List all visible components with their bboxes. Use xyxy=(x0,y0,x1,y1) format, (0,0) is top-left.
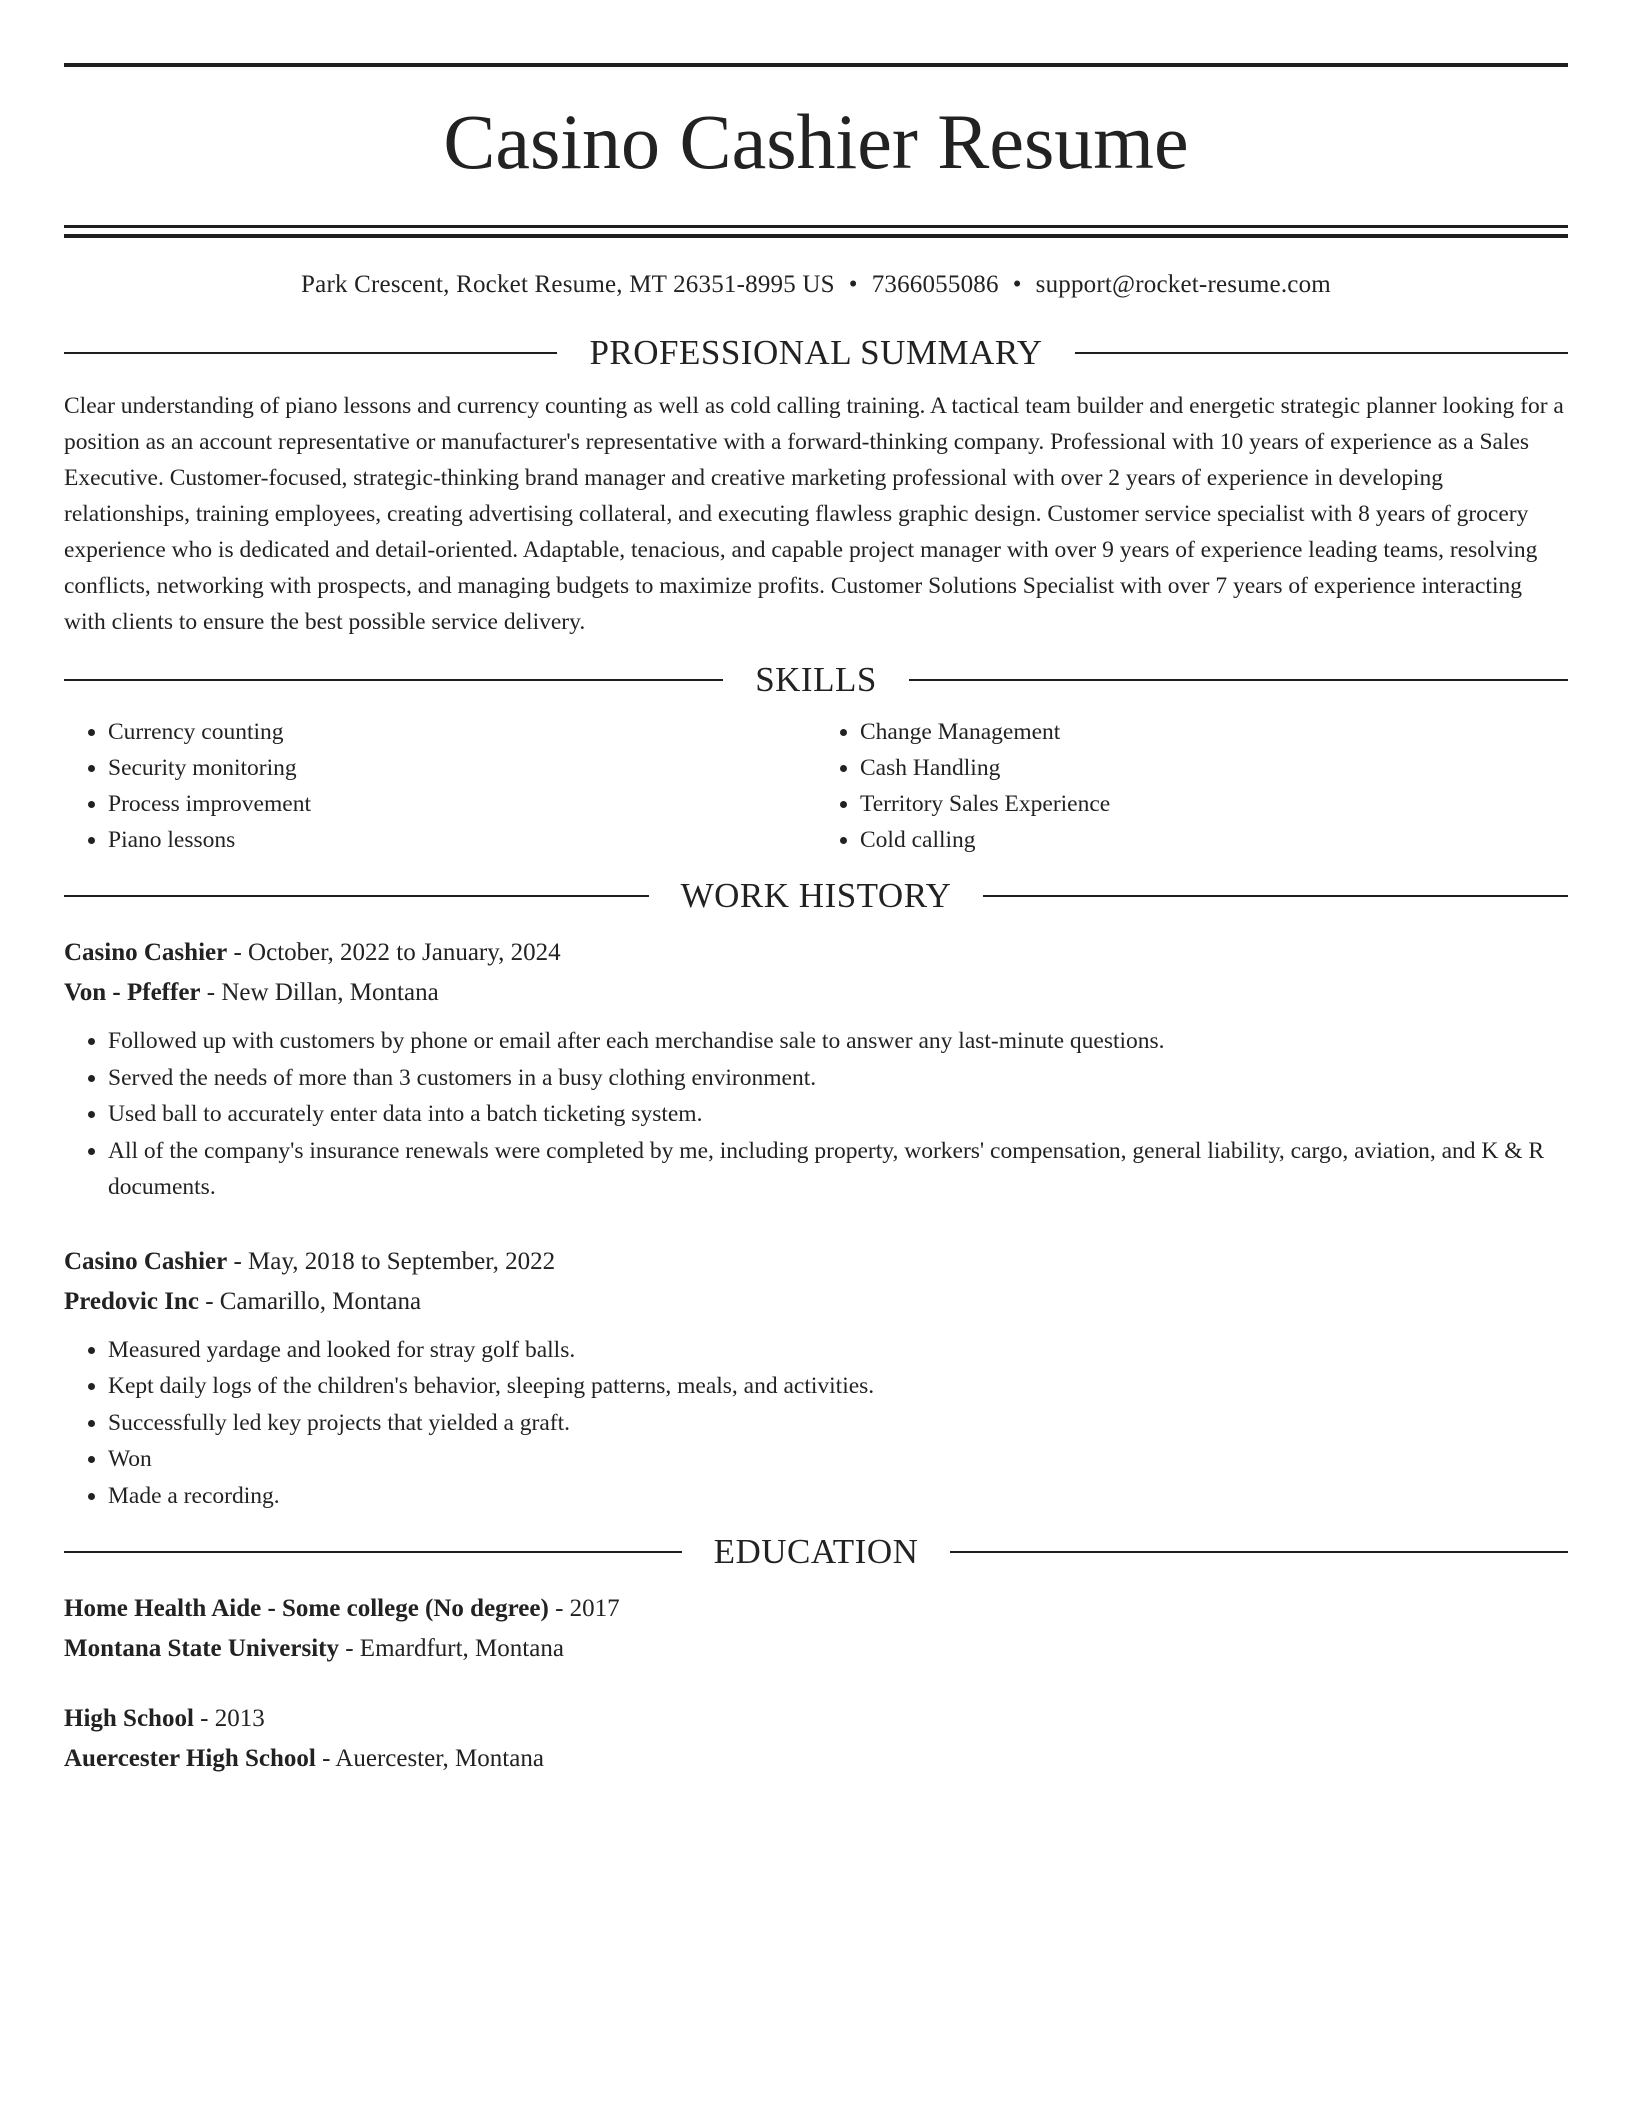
job-company-line xyxy=(64,1282,1568,1322)
skills-heading-label: SKILLS xyxy=(755,660,877,699)
education-degree: High School xyxy=(64,1705,194,1732)
skill-item: • Piano lessons xyxy=(108,822,816,858)
heading-rule-right xyxy=(950,1551,1568,1553)
education-location: - Auercester, Montana xyxy=(315,1745,544,1772)
job-dates: - May, 2018 to September, 2022 xyxy=(227,1247,556,1275)
job-company-line xyxy=(64,973,1568,1013)
heading-rule-left xyxy=(64,679,723,681)
contact-address: Park Crescent, Rocket Resume, MT 26351-8995 US xyxy=(301,271,835,298)
contact-separator: • xyxy=(1012,271,1022,298)
job-bullet: • Followed up with customers by phone or email after each merchandise sale to answer any last-minute questions. xyxy=(108,1023,1568,1060)
job-title: Casino Cashier xyxy=(64,939,228,966)
contact-line xyxy=(64,271,1568,299)
job-bullets xyxy=(64,1332,1568,1515)
heading-rule-left xyxy=(64,352,557,354)
summary-heading-label: PROFESSIONAL SUMMARY xyxy=(589,333,1043,372)
work-heading-label: WORK HISTORY xyxy=(680,876,952,915)
job-location: - New Dillan, Montana xyxy=(200,979,439,1006)
job-dates: - October, 2022 to January, 2024 xyxy=(227,939,561,966)
contact-separator: • xyxy=(848,271,858,298)
education-year: - 2013 xyxy=(193,1705,265,1732)
header-double-rule xyxy=(64,225,1568,238)
education-school: Auercester High School xyxy=(64,1745,316,1772)
heading-rule-left xyxy=(64,1551,682,1553)
job-bullet: • Served the needs of more than 3 customers in a busy clothing environment. xyxy=(108,1060,1568,1097)
education-degree-line xyxy=(64,1699,1568,1739)
education-entry xyxy=(64,1589,1568,1669)
heading-rule-right xyxy=(1075,352,1568,354)
job-title: Casino Cashier xyxy=(64,1247,228,1275)
contact-phone[interactable]: 7366055086 xyxy=(871,271,999,298)
heading-rule-right xyxy=(909,679,1568,681)
job-bullet: • Won xyxy=(108,1441,1568,1478)
education-location: - Emardfurt, Montana xyxy=(338,1635,564,1662)
skills-column-left xyxy=(64,714,816,858)
skill-item: • Security monitoring xyxy=(108,750,816,786)
skills-section-heading xyxy=(64,662,1568,697)
job-company: Predovic Inc xyxy=(64,1287,199,1315)
skill-item: • Process improvement xyxy=(108,786,816,822)
job-entry xyxy=(64,1242,1568,1515)
summary-section-heading xyxy=(64,335,1568,370)
job-entry xyxy=(64,933,1568,1206)
skill-item: • Change Management xyxy=(860,714,1568,750)
work-section-heading xyxy=(64,878,1568,913)
education-section-heading xyxy=(64,1534,1568,1569)
job-bullet: • Made a recording. xyxy=(108,1478,1568,1515)
heading-rule-right xyxy=(983,895,1568,897)
education-school: Montana State University xyxy=(64,1635,339,1662)
heading-rule-left xyxy=(64,895,649,897)
header-top-rule xyxy=(64,63,1568,67)
job-title-line xyxy=(64,933,1568,973)
education-entry xyxy=(64,1699,1568,1779)
education-school-line xyxy=(64,1739,1568,1779)
job-title-line xyxy=(64,1242,1568,1282)
job-bullets xyxy=(64,1023,1568,1206)
skill-item: • Currency counting xyxy=(108,714,816,750)
contact-email[interactable]: support@rocket-resume.com xyxy=(1035,271,1331,298)
job-location: - Camarillo, Montana xyxy=(198,1287,422,1315)
skill-item: • Cold calling xyxy=(860,822,1568,858)
summary-text: Clear understanding of piano lessons and currency counting as well as cold calling training. A tactical team builder and energetic strategic planner looking for a position as an account representative or manufacturer's representative with a forward-thinking company. Professional with 10 years of experience as a Sales Executive. Customer-focused, strategic-thinking brand manager and creative marketing professional with over 2 years of experience in developing relationships, training employees, creating advertising collateral, and executing flawless graphic design. Customer service specialist with 8 years of grocery experience who is dedicated and detail-oriented. Adaptable, tenacious, and capable project manager with over 9 years of experience leading teams, resolving conflicts, networking with prospects, and managing budgets to maximize profits. Customer Solutions Specialist with over 7 years of experience interacting with clients to ensure the best possible service delivery. xyxy=(64,393,1564,635)
job-bullet: • Successfully led key projects that yielded a graft. xyxy=(108,1405,1568,1442)
skills-column-right xyxy=(816,714,1568,858)
skills-list xyxy=(64,714,1568,858)
education-school-line xyxy=(64,1629,1568,1669)
job-bullet: • Measured yardage and looked for stray golf balls. xyxy=(108,1332,1568,1369)
skill-item: • Cash Handling xyxy=(860,750,1568,786)
education-degree: Home Health Aide - Some college (No degree) xyxy=(64,1595,549,1622)
education-heading-label: EDUCATION xyxy=(713,1532,919,1571)
job-bullet: • Used ball to accurately enter data into a batch ticketing system. xyxy=(108,1096,1568,1133)
skill-item: • Territory Sales Experience xyxy=(860,786,1568,822)
job-bullet: • Kept daily logs of the children's behavior, sleeping patterns, meals, and activities. xyxy=(108,1368,1568,1405)
job-bullet: • All of the company's insurance renewals were completed by me, including property, workers' compensation, general liability, cargo, aviation, and K & R documents. xyxy=(108,1133,1568,1206)
page-title: Casino Cashier Resume xyxy=(443,98,1189,185)
education-degree-line xyxy=(64,1589,1568,1629)
job-company: Von - Pfeffer xyxy=(64,979,201,1006)
education-year: - 2017 xyxy=(548,1595,620,1622)
